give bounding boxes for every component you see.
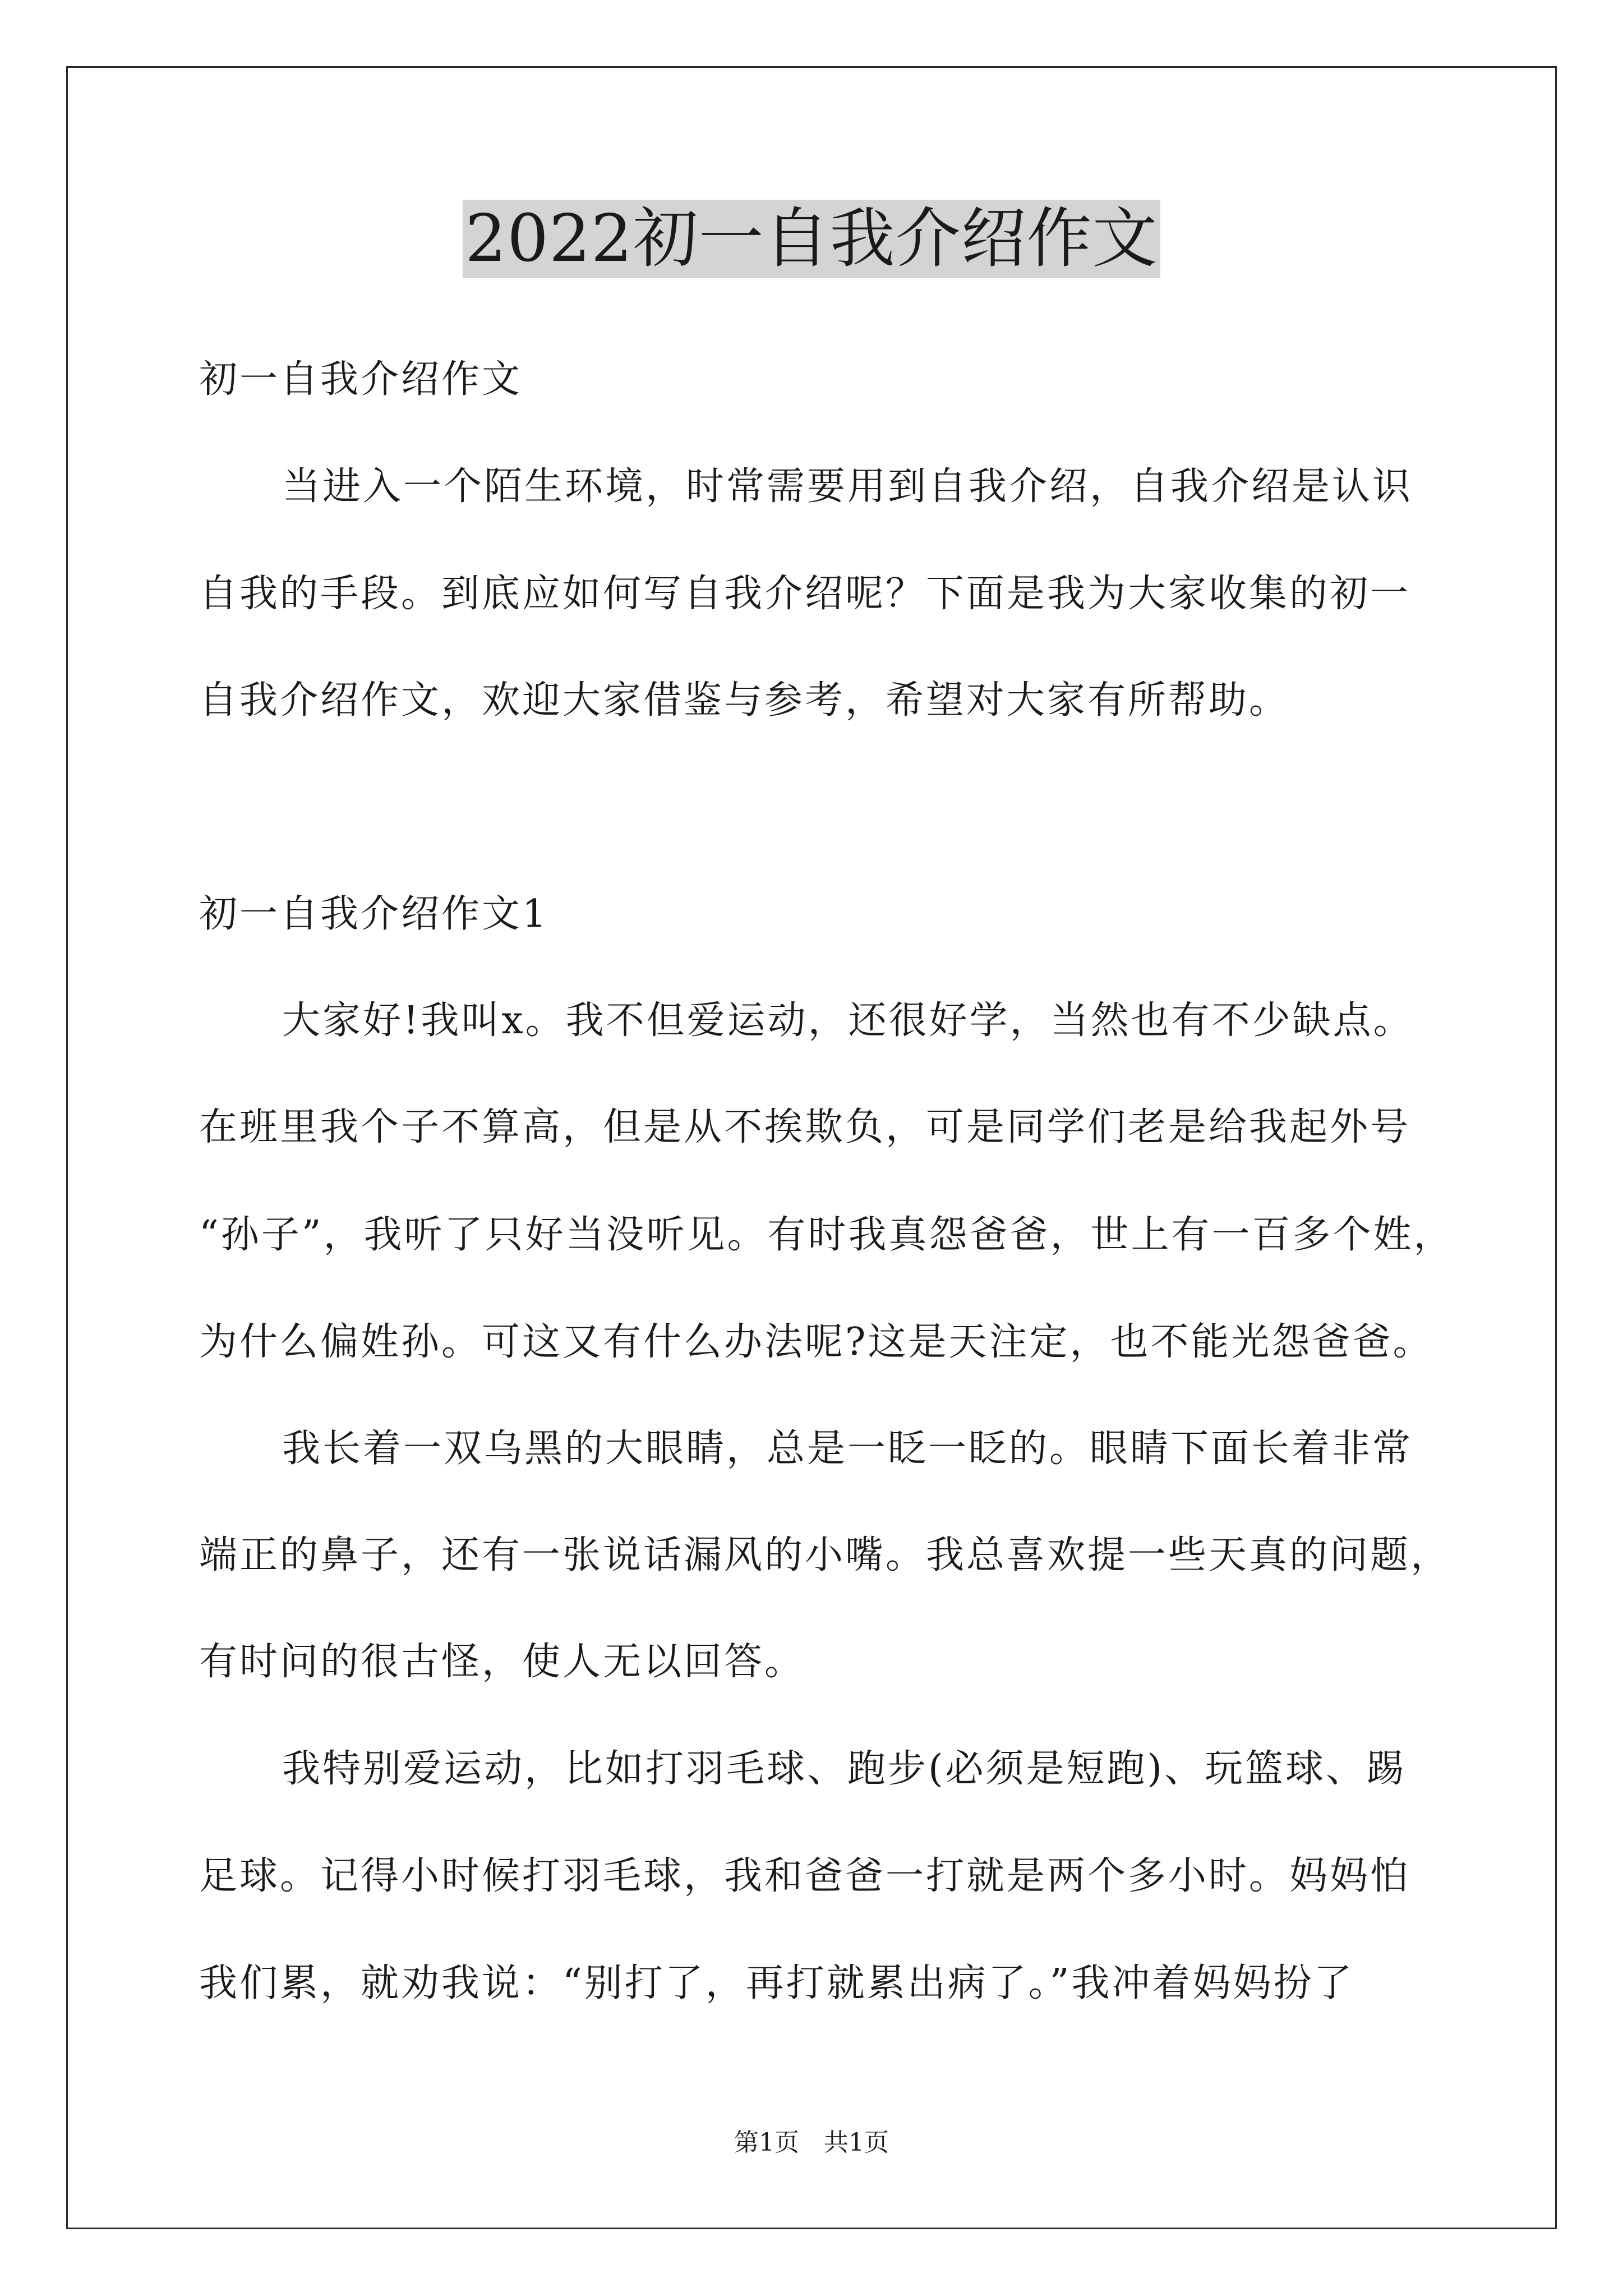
paragraph-line: 端正的鼻子，还有一张说话漏风的小嘴。我总喜欢提一些天真的问题， bbox=[199, 1533, 1451, 1577]
page-number: 第1页 bbox=[734, 2128, 799, 2157]
section-heading: 初一自我介绍作文 bbox=[199, 357, 523, 402]
paragraph-line: 足球。记得小时候打羽毛球，我和爸爸一打就是两个多小时。妈妈怕 bbox=[199, 1854, 1411, 1898]
paragraph-line: 我长着一双乌黑的大眼睛，总是一眨一眨的。眼睛下面长着非常 bbox=[282, 1427, 1413, 1471]
document-title: 2022初一自我介绍作文 bbox=[463, 200, 1160, 278]
paragraph-line: “孙子”，我听了只好当没听见。有时我真怨爸爸，世上有一百多个姓， bbox=[199, 1213, 1454, 1257]
page-total: 共1页 bbox=[824, 2128, 889, 2157]
paragraph-line: 当进入一个陌生环境，时常需要用到自我介绍，自我介绍是认识 bbox=[282, 464, 1413, 509]
paragraph-line: 大家好!我叫x。我不但爱运动，还很好学，当然也有不少缺点。 bbox=[282, 999, 1414, 1043]
paragraph-line: 有时问的很古怪，使人无以回答。 bbox=[199, 1640, 805, 1684]
paragraph-line: 自我的手段。到底应如何写自我介绍呢？下面是我为大家收集的初一 bbox=[199, 572, 1411, 616]
section-heading: 初一自我介绍作文1 bbox=[199, 892, 549, 936]
paragraph-line: 我们累，就劝我说：“别打了，再打就累出病了。”我冲着妈妈扮了 bbox=[199, 1961, 1354, 2005]
title-container bbox=[0, 200, 1623, 278]
page-footer bbox=[0, 2127, 1623, 2159]
paragraph-line: 我特别爱运动，比如打羽毛球、跑步(必须是短跑)、玩篮球、踢 bbox=[282, 1747, 1407, 1791]
paragraph-line: 自我介绍作文，欢迎大家借鉴与参考，希望对大家有所帮助。 bbox=[199, 678, 1290, 723]
paragraph-line: 在班里我个子不算高，但是从不挨欺负，可是同学们老是给我起外号 bbox=[199, 1105, 1411, 1149]
paragraph-line: 为什么偏姓孙。可这又有什么办法呢?这是天注定，也不能光怨爸爸。 bbox=[199, 1320, 1433, 1364]
